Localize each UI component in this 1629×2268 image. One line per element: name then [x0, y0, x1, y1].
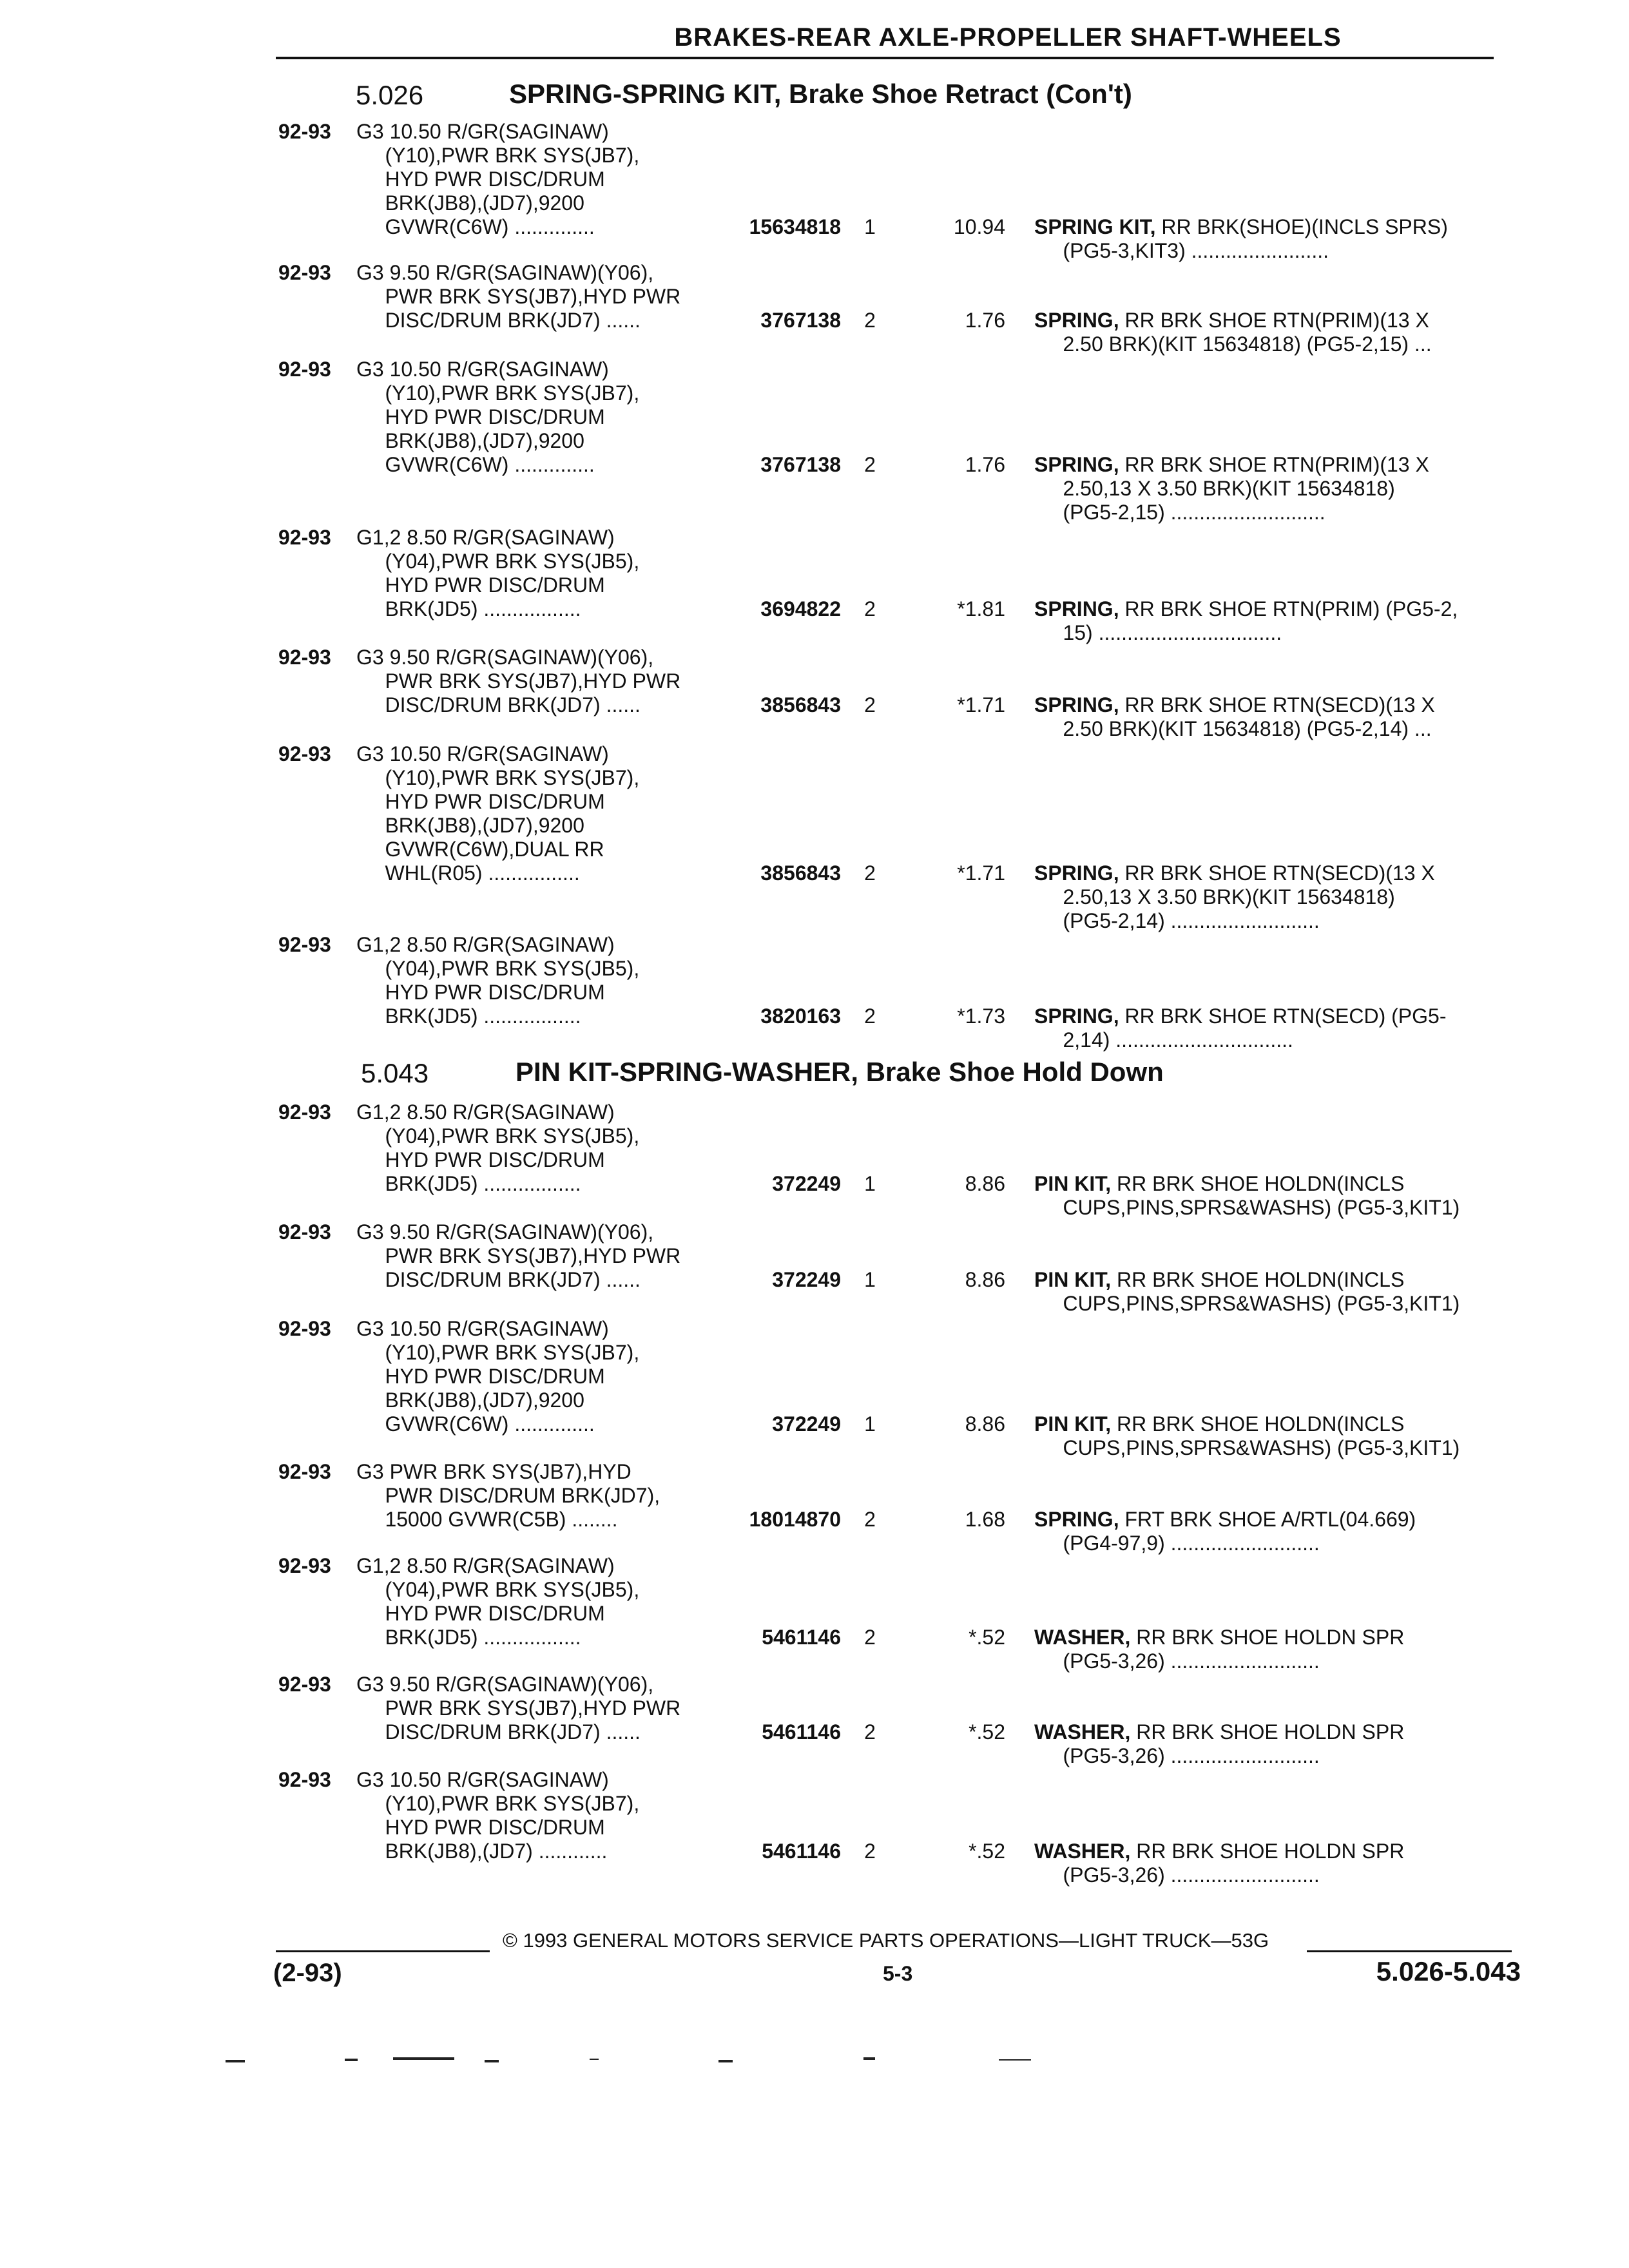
application-description: G3 PWR BRK SYS(JB7),HYD PWR DISC/DRUM BRK(JD7), 15000 GVWR(C5B) ........: [356, 1460, 660, 1531]
application-description: G3 9.50 R/GR(SAGINAW)(Y06), PWR BRK SYS(JB7),HYD PWR DISC/DRUM BRK(JD7) ......: [356, 261, 681, 332]
item-name: WASHER,: [1034, 1626, 1131, 1649]
item-detail: RR BRK SHOE HOLDN SPR (PG5-3,26) ..........................: [1063, 1840, 1405, 1887]
part-number: 372249: [772, 1412, 841, 1436]
model-year: 92-93: [278, 1768, 331, 1791]
quantity: 2: [864, 309, 876, 332]
scan-artifact: [718, 2060, 733, 2062]
item-detail: RR BRK SHOE HOLDN(INCLS CUPS,PINS,SPRS&WASHS) (PG5-3,KIT1): [1063, 1412, 1460, 1459]
application-description: G3 10.50 R/GR(SAGINAW) (Y10),PWR BRK SYS(JB7), HYD PWR DISC/DRUM BRK(JB8),(JD7) ............: [356, 1768, 640, 1863]
part-number: 3694822: [760, 597, 841, 620]
model-year: 92-93: [278, 1554, 331, 1577]
item-name: PIN KIT,: [1034, 1268, 1112, 1291]
section-number: 5.043: [361, 1058, 429, 1088]
model-year: 92-93: [278, 646, 331, 669]
part-number: 372249: [772, 1268, 841, 1291]
item-detail: RR BRK SHOE HOLDN(INCLS CUPS,PINS,SPRS&WASHS) (PG5-3,KIT1): [1063, 1172, 1460, 1219]
price: *1.73: [957, 1004, 1005, 1028]
scan-artifact: [345, 2059, 358, 2061]
model-year: 92-93: [278, 1317, 331, 1340]
item-name: SPRING,: [1034, 597, 1119, 620]
quantity: 2: [864, 453, 876, 476]
part-number: 3856843: [760, 861, 841, 885]
item-description: [1034, 1508, 1518, 1555]
item-detail: RR BRK SHOE RTN(SECD) (PG5- 2,14) ...............................: [1063, 1004, 1447, 1052]
application-description: G3 9.50 R/GR(SAGINAW)(Y06), PWR BRK SYS(JB7),HYD PWR DISC/DRUM BRK(JD7) ......: [356, 1673, 681, 1744]
item-detail: RR BRK SHOE HOLDN SPR (PG5-3,26) ..........................: [1063, 1720, 1405, 1767]
item-description: [1034, 1840, 1518, 1887]
application-description: G3 10.50 R/GR(SAGINAW) (Y10),PWR BRK SYS(JB7), HYD PWR DISC/DRUM BRK(JB8),(JD7),9200 GVWR(C6W) ..............: [356, 358, 640, 476]
price: 8.86: [965, 1412, 1005, 1436]
footer-section-range: 5.026-5.043: [1376, 1956, 1521, 1986]
scan-artifact: [863, 2057, 875, 2060]
application-description: G1,2 8.50 R/GR(SAGINAW) (Y04),PWR BRK SYS(JB5), HYD PWR DISC/DRUM BRK(JD5) .................: [356, 1554, 640, 1649]
price: 10.94: [953, 215, 1005, 238]
part-number: 3767138: [760, 453, 841, 476]
item-detail: RR BRK SHOE HOLDN(INCLS CUPS,PINS,SPRS&WASHS) (PG5-3,KIT1): [1063, 1268, 1460, 1315]
item-description: [1034, 597, 1518, 645]
item-name: WASHER,: [1034, 1840, 1131, 1863]
quantity: 2: [864, 1840, 876, 1863]
quantity: 1: [864, 1412, 876, 1436]
price: *.52: [969, 1626, 1005, 1649]
item-description: [1034, 1626, 1518, 1673]
footer-date: (2-93): [273, 1959, 342, 1987]
quantity: 2: [864, 597, 876, 620]
quantity: 1: [864, 1268, 876, 1291]
application-description: G1,2 8.50 R/GR(SAGINAW) (Y04),PWR BRK SYS(JB5), HYD PWR DISC/DRUM BRK(JD5) .................: [356, 933, 640, 1028]
item-description: [1034, 453, 1518, 524]
item-detail: RR BRK SHOE HOLDN SPR (PG5-3,26) ..........................: [1063, 1626, 1405, 1673]
section-number: 5.026: [356, 80, 424, 110]
quantity: 2: [864, 1508, 876, 1531]
footer-rule-left: [276, 1950, 490, 1952]
price: *.52: [969, 1840, 1005, 1863]
item-detail: RR BRK(SHOE)(INCLS SPRS) (PG5-3,KIT3) ........................: [1063, 215, 1448, 262]
quantity: 1: [864, 1172, 876, 1195]
quantity: 1: [864, 215, 876, 238]
page-header-title: BRAKES-REAR AXLE-PROPELLER SHAFT-WHEELS: [674, 23, 1342, 52]
item-description: [1034, 1004, 1518, 1052]
item-detail: RR BRK SHOE RTN(PRIM)(13 X 2.50,13 X 3.50 BRK)(KIT 15634818) (PG5-2,15) ...........................: [1063, 453, 1429, 524]
item-name: SPRING,: [1034, 309, 1119, 332]
price: *1.81: [957, 597, 1005, 620]
application-description: G1,2 8.50 R/GR(SAGINAW) (Y04),PWR BRK SYS(JB5), HYD PWR DISC/DRUM BRK(JD5) .................: [356, 526, 640, 620]
item-description: [1034, 861, 1518, 933]
price: 1.76: [965, 309, 1005, 332]
section-title: PIN KIT-SPRING-WASHER, Brake Shoe Hold Down: [516, 1057, 1164, 1087]
item-description: [1034, 1268, 1518, 1316]
model-year: 92-93: [278, 1220, 331, 1244]
scan-artifact: [393, 2057, 454, 2060]
price: 8.86: [965, 1172, 1005, 1195]
item-name: PIN KIT,: [1034, 1412, 1112, 1436]
part-number: 3856843: [760, 693, 841, 716]
part-number: 3820163: [760, 1004, 841, 1028]
quantity: 2: [864, 1626, 876, 1649]
model-year: 92-93: [278, 1673, 331, 1696]
application-description: G3 9.50 R/GR(SAGINAW)(Y06), PWR BRK SYS(JB7),HYD PWR DISC/DRUM BRK(JD7) ......: [356, 1220, 681, 1291]
item-detail: RR BRK SHOE RTN(PRIM)(13 X 2.50 BRK)(KIT 15634818) (PG5-2,15) ...: [1063, 309, 1432, 356]
model-year: 92-93: [278, 933, 331, 956]
item-detail: RR BRK SHOE RTN(SECD)(13 X 2.50,13 X 3.50 BRK)(KIT 15634818) (PG5-2,14) ..........................: [1063, 861, 1435, 932]
price: *1.71: [957, 693, 1005, 716]
price: 1.76: [965, 453, 1005, 476]
item-detail: FRT BRK SHOE A/RTL(04.669) (PG4-97,9) ..........................: [1063, 1508, 1416, 1555]
footer-copyright: © 1993 GENERAL MOTORS SERVICE PARTS OPERATIONS—LIGHT TRUCK—53G: [503, 1929, 1269, 1952]
item-description: [1034, 1412, 1518, 1460]
item-description: [1034, 693, 1518, 741]
item-name: PIN KIT,: [1034, 1172, 1112, 1195]
model-year: 92-93: [278, 742, 331, 765]
application-description: G3 10.50 R/GR(SAGINAW) (Y10),PWR BRK SYS(JB7), HYD PWR DISC/DRUM BRK(JB8),(JD7),9200 GVWR(C6W) ..............: [356, 1317, 640, 1436]
application-description: G3 10.50 R/GR(SAGINAW) (Y10),PWR BRK SYS(JB7), HYD PWR DISC/DRUM BRK(JB8),(JD7),9200 GVWR(C6W) ..............: [356, 120, 640, 238]
item-description: [1034, 1720, 1518, 1768]
section-title: SPRING-SPRING KIT, Brake Shoe Retract (Con't): [509, 79, 1132, 109]
application-description: G3 9.50 R/GR(SAGINAW)(Y06), PWR BRK SYS(JB7),HYD PWR DISC/DRUM BRK(JD7) ......: [356, 646, 681, 716]
scan-artifact: [590, 2059, 599, 2060]
header-rule: [276, 57, 1494, 59]
quantity: 2: [864, 861, 876, 885]
scan-artifact: [999, 2059, 1031, 2061]
price: 8.86: [965, 1268, 1005, 1291]
item-description: [1034, 215, 1518, 263]
model-year: 92-93: [278, 526, 331, 549]
item-description: [1034, 309, 1518, 356]
item-name: WASHER,: [1034, 1720, 1131, 1744]
item-name: SPRING,: [1034, 861, 1119, 885]
model-year: 92-93: [278, 358, 331, 381]
part-number: 18014870: [749, 1508, 841, 1531]
scan-artifact: [226, 2060, 245, 2062]
footer-rule-right: [1307, 1950, 1512, 1952]
part-number: 5461146: [762, 1840, 841, 1863]
application-description: G1,2 8.50 R/GR(SAGINAW) (Y04),PWR BRK SYS(JB5), HYD PWR DISC/DRUM BRK(JD5) .................: [356, 1100, 640, 1195]
part-number: 5461146: [762, 1626, 841, 1649]
footer-page-number: 5-3: [883, 1962, 913, 1985]
part-number: 15634818: [749, 215, 841, 238]
part-number: 3767138: [760, 309, 841, 332]
item-name: SPRING KIT,: [1034, 215, 1156, 238]
item-name: SPRING,: [1034, 1508, 1119, 1531]
application-description: G3 10.50 R/GR(SAGINAW) (Y10),PWR BRK SYS(JB7), HYD PWR DISC/DRUM BRK(JB8),(JD7),9200 GVWR(C6W),DUAL RR WHL(R05) ................: [356, 742, 640, 885]
scan-artifact: [485, 2060, 499, 2062]
item-detail: RR BRK SHOE RTN(PRIM) (PG5-2, 15) ................................: [1063, 597, 1458, 644]
model-year: 92-93: [278, 1100, 331, 1124]
model-year: 92-93: [278, 120, 331, 143]
item-name: SPRING,: [1034, 453, 1119, 476]
quantity: 2: [864, 1004, 876, 1028]
quantity: 2: [864, 693, 876, 716]
price: *1.71: [957, 861, 1005, 885]
model-year: 92-93: [278, 261, 331, 284]
part-number: 372249: [772, 1172, 841, 1195]
price: *.52: [969, 1720, 1005, 1744]
item-name: SPRING,: [1034, 1004, 1119, 1028]
item-name: SPRING,: [1034, 693, 1119, 716]
item-detail: RR BRK SHOE RTN(SECD)(13 X 2.50 BRK)(KIT 15634818) (PG5-2,14) ...: [1063, 693, 1435, 740]
model-year: 92-93: [278, 1460, 331, 1483]
part-number: 5461146: [762, 1720, 841, 1744]
item-description: [1034, 1172, 1518, 1220]
quantity: 2: [864, 1720, 876, 1744]
price: 1.68: [965, 1508, 1005, 1531]
